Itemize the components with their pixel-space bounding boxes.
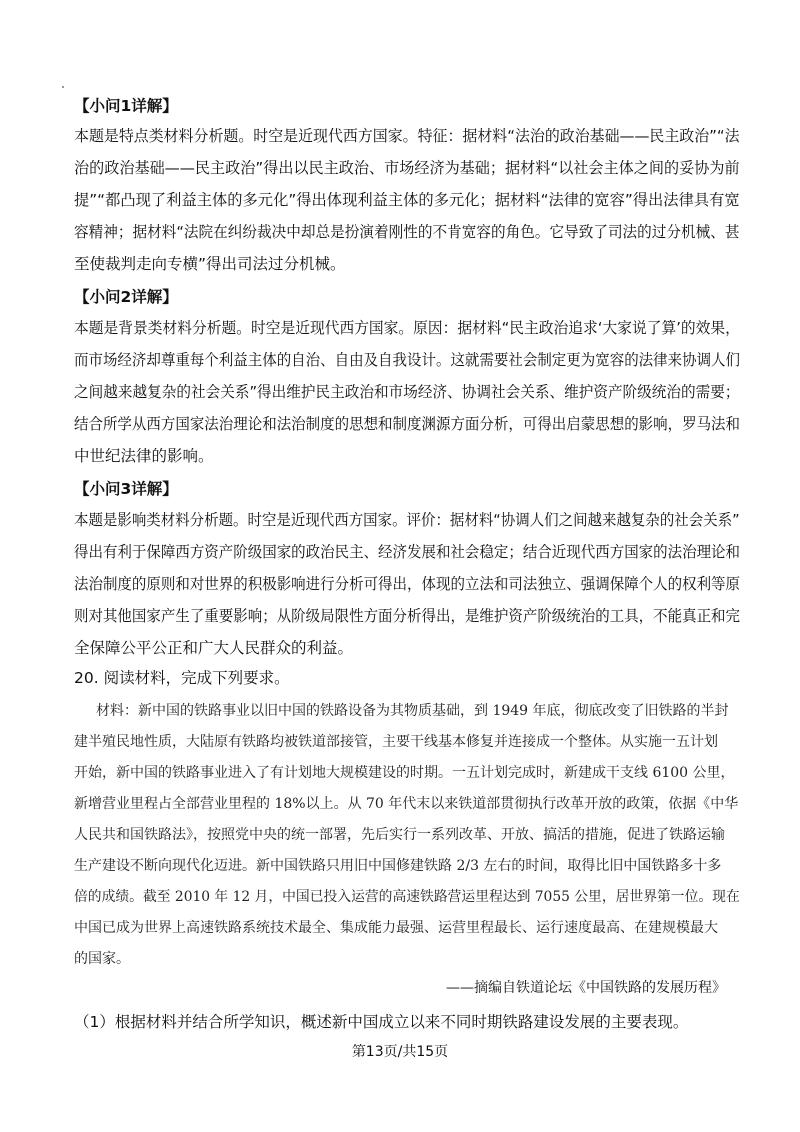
question-20-title: 20. 阅读材料，完成下列要求。 [74, 669, 290, 687]
section2-line: 本题是背景类材料分析题。时空是近现代西方国家。原因：据材料“民主政治追求‘大家说了算’的效果， [74, 319, 740, 337]
material-line: 材料：新中国的铁路事业以旧中国的铁路设备为其物质基础，到 1949 年底，彻底改变了旧铁路的半封 [96, 703, 729, 719]
section3-heading: 【小问3详解】 [74, 480, 178, 498]
section3-line: 得出有利于保障西方资产阶级国家的政治民主、经济发展和社会稳定；结合近现代西方国家的法治理论和 [74, 543, 741, 561]
section1-line: 容精神；据材料“法院在纠纷裁决中却总是扮演着刚性的不肯宽容的角色。它导致了司法的过分机械、甚 [74, 223, 740, 241]
section2-line: 之间越来越复杂的社会关系”得出维护民主政治和市场经济、协调社会关系、维护资产阶级统治的需要； [74, 383, 740, 401]
material-line: 中国已成为世界上高速铁路系统技术最全、集成能力最强、运营里程最长、运行速度最高、在建规模最大 [74, 920, 718, 936]
section1-heading: 【小问1详解】 [74, 97, 178, 115]
material-line: 建半殖民地性质，大陆原有铁路均被铁道部接管，主要干线基本修复并连接成一个整体。从实施一五计划 [74, 734, 718, 750]
material-source: ——摘编自铁道论坛《中国铁路的发展历程》 [446, 980, 726, 996]
section1-line: 本题是特点类材料分析题。时空是近现代西方国家。特征：据材料“法治的政治基础——民主政治”“法 [74, 127, 740, 145]
material-line: 的国家。 [74, 951, 130, 967]
section3-line: 则对其他国家产生了重要影响；从阶级局限性方面分析得出，是维护资产阶级统治的工具，不能真正和完 [74, 607, 741, 625]
material-line: 新增营业里程占全部营业里程的 18%以上。从 70 年代末以来铁道部贯彻执行改革开放的政策，依据《中华 [74, 796, 739, 812]
material-line: 人民共和国铁路法》，按照党中央的统一部署，先后实行一系列改革、开放、搞活的措施，促进了铁路运输 [74, 827, 725, 843]
section3-line: 全保障公平公正和广大人民群众的利益。 [74, 639, 354, 657]
section2-line: 而市场经济却尊重每个利益主体的自治、自由及自我设计。这就需要社会制定更为宽容的法律来协调人们 [74, 351, 741, 369]
section1-line: 治的政治基础——民主政治”得出以民主政治、市场经济为基础；据材料“以社会主体之间的妥协为前 [74, 159, 740, 177]
material-line: 倍的成绩。截至 2010 年 12 月，中国已投入运营的高速铁路营运里程达到 7055 公里，居世界第一位。现在 [74, 889, 740, 905]
scan-speck [62, 86, 64, 88]
section2-line: 结合所学从西方国家法治理论和法治制度的思想和制度渊源方面分析，可得出启蒙思想的影响，罗马法和 [74, 415, 741, 433]
question-20-sub-1: （1）根据材料并结合所学知识，概述新中国成立以来不同时期铁路建设发展的主要表现。 [74, 1013, 689, 1031]
material-line: 开始，新中国的铁路事业进入了有计划地大规模建设的时期。一五计划完成时，新建成干支线 6100 公里， [74, 765, 735, 781]
material-line: 生产建设不断向现代化迈进。新中国铁路只用旧中国修建铁路 2/3 左右的时间，取得比旧中国铁路多十多 [74, 858, 722, 874]
page-footer: 第13页/共15页 [351, 1044, 449, 1060]
section2-heading: 【小问2详解】 [74, 288, 178, 306]
section1-line: 提”“都凸现了利益主体的多元化”得出体现利益主体的多元化；据材料“法律的宽容”得出法律具有宽 [74, 191, 740, 209]
section3-line: 本题是影响类材料分析题。时空是近现代西方国家。评价：据材料“协调人们之间越来越复杂的社会关系” [74, 511, 740, 529]
section3-line: 法治制度的原则和对世界的积极影响进行分析可得出，体现的立法和司法独立、强调保障个人的权利等原 [74, 575, 741, 593]
section2-line: 中世纪法律的影响。 [74, 447, 214, 465]
section1-line: 至使裁判走向专横”得出司法过分机械。 [74, 255, 346, 273]
